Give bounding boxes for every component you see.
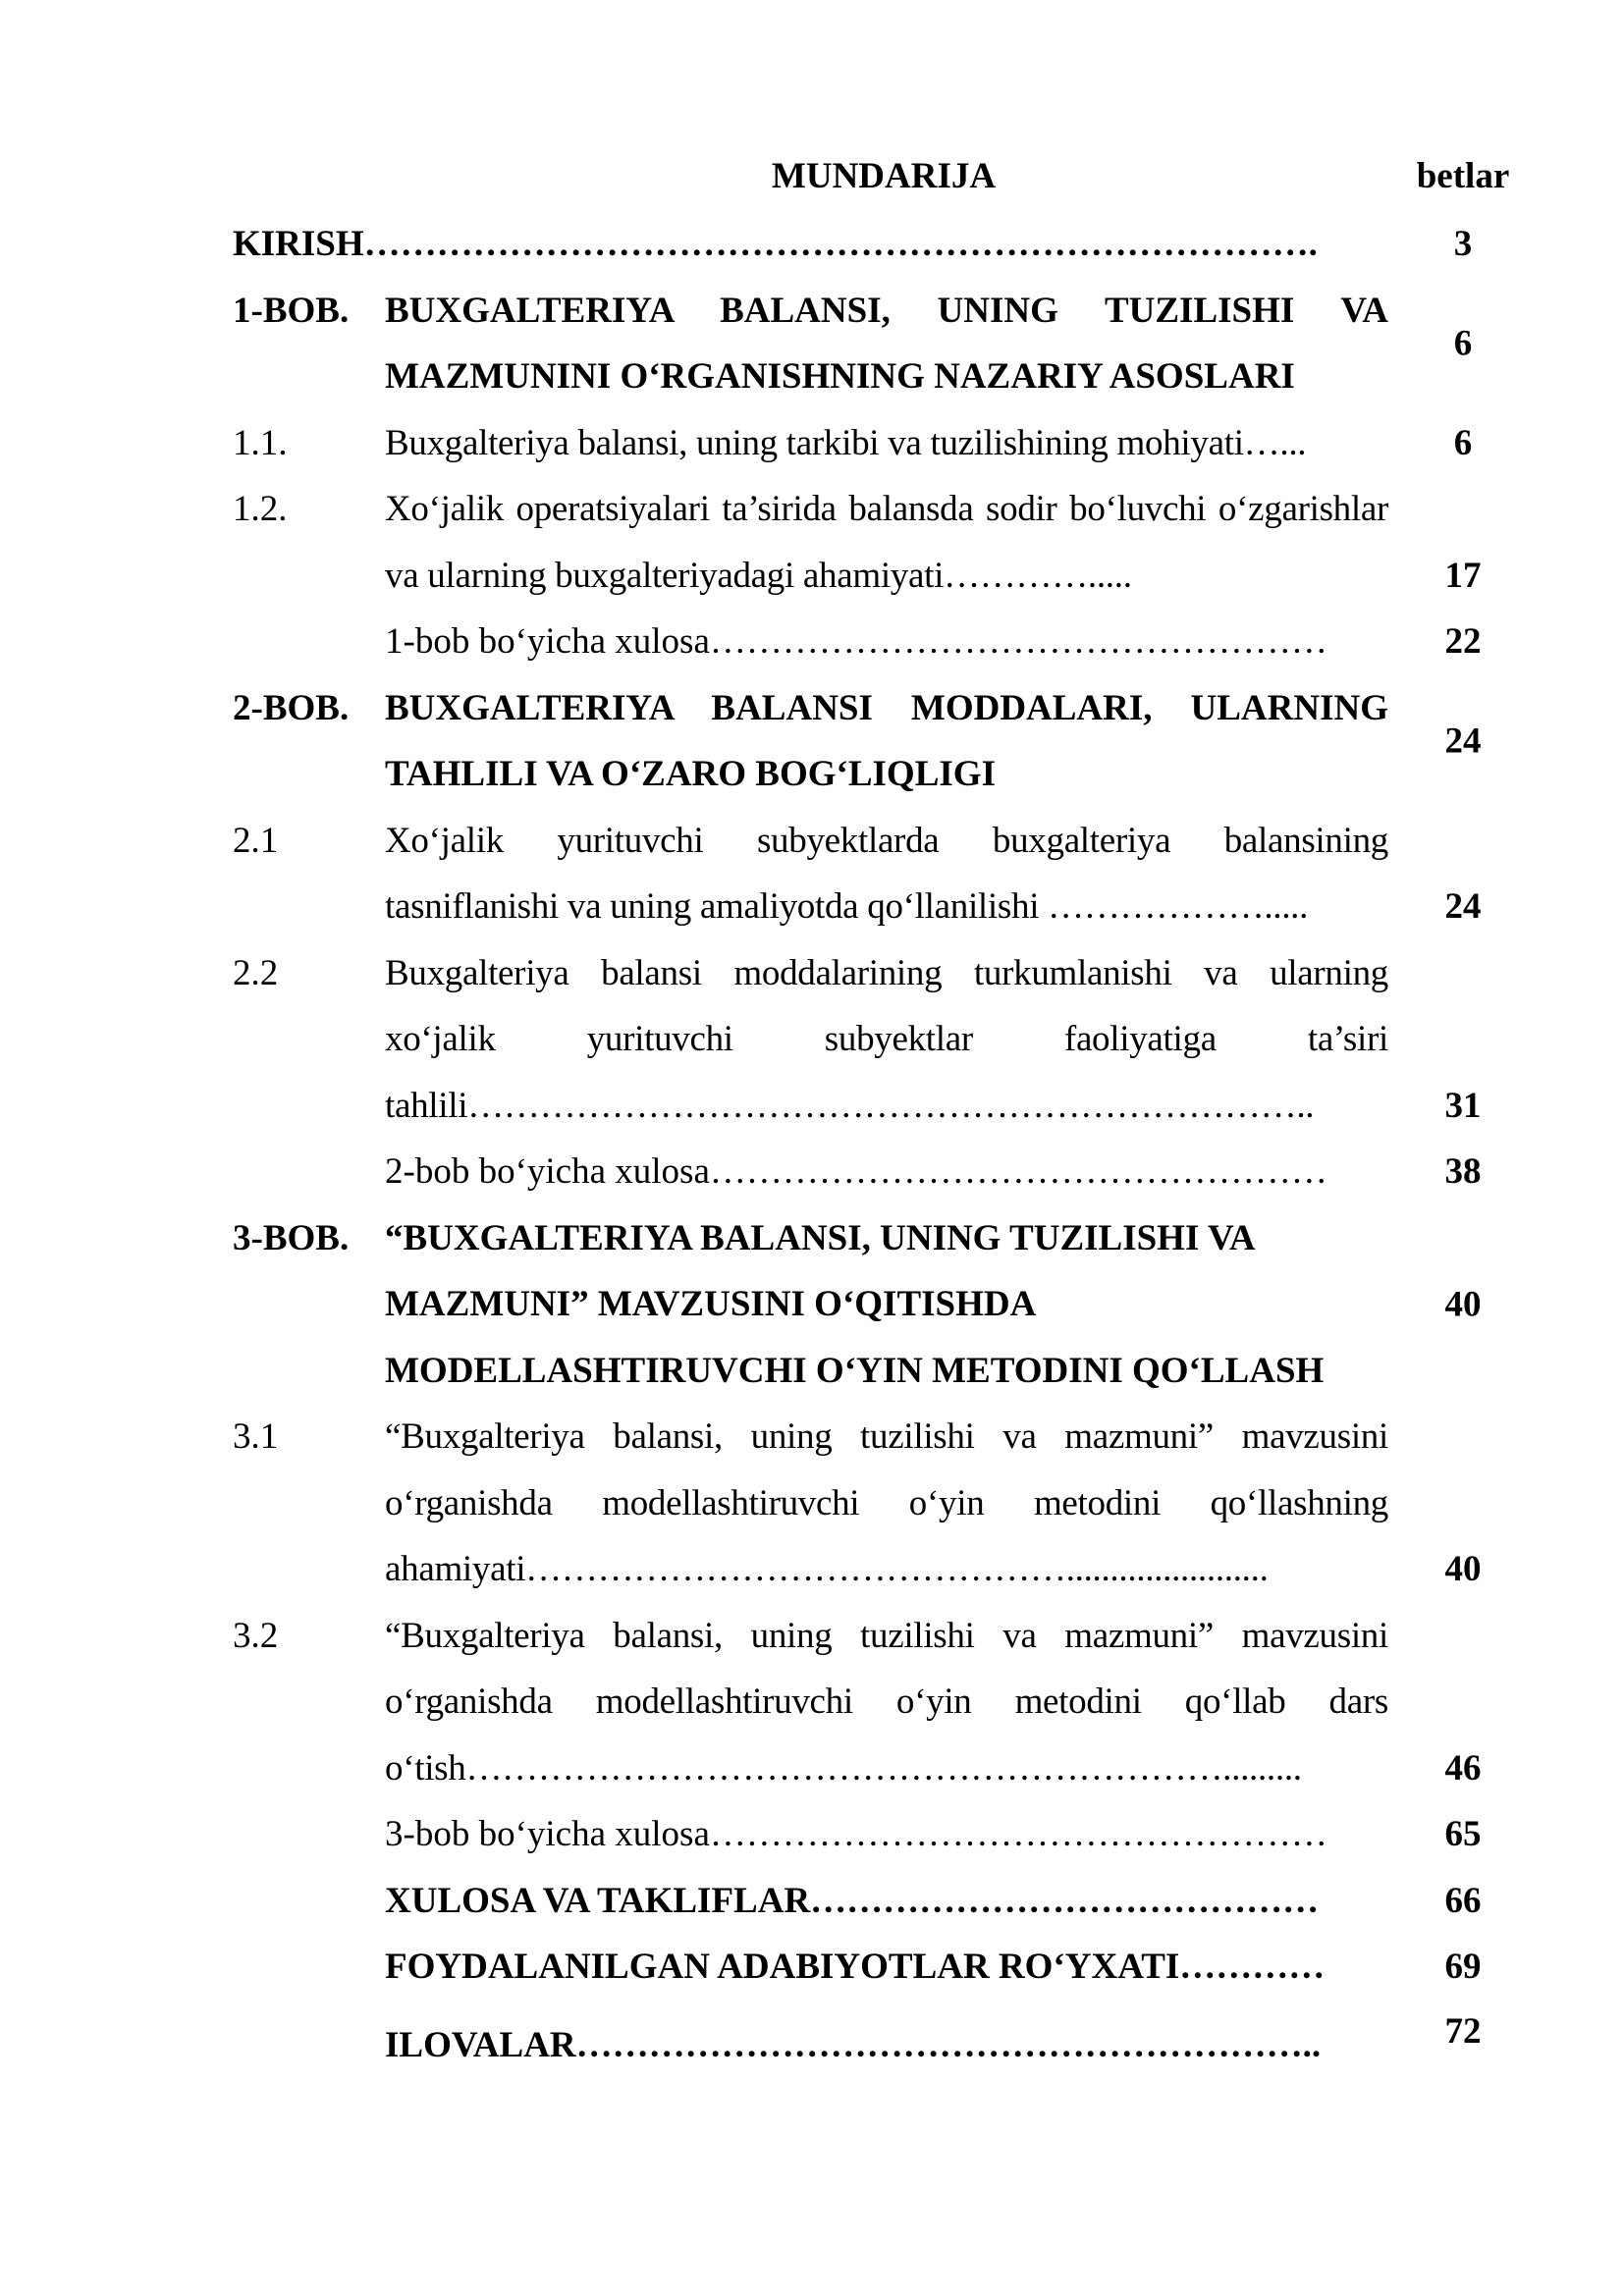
toc-entry-text: “Buxgalteriya balansi, uning tuzilishi va mazmuni” mavzusini o‘rganishda modellashtiruvchi o‘yin metodini qo‘llab dars o‘tish……………………………………………………….........	[385, 1615, 1388, 1789]
toc-page-number: 24	[1444, 886, 1482, 927]
toc-entry-text: Xo‘jalik yurituvchi subyektlarda buxgalteriya balansining tasniflanishi va uning amaliyotda qo‘llanilishi ……………….....	[385, 820, 1388, 927]
toc-page-number: 69	[1444, 1947, 1482, 1987]
toc-entry-section-1-2	[0, 476, 1624, 609]
toc-title: MUNDARIJA	[771, 156, 997, 196]
toc-page-number: 6	[1453, 323, 1473, 364]
toc-entry-section-3-2	[0, 1603, 1624, 1802]
toc-entry-conclusions	[0, 1868, 1624, 1935]
toc-page-number: 65	[1444, 1814, 1482, 1854]
toc-entry-text: BUXGALTERIYA BALANSI, UNING TUZILISHI VA MAZMUNINI O‘RGANISHNING NAZARIY ASOSLARI	[385, 290, 1388, 397]
toc-entry-label: 3.1	[233, 1416, 279, 1457]
pages-column-header: betlar	[1416, 156, 1510, 196]
toc-entry-text: KIRISH…………………………………………………………………….	[233, 224, 1318, 264]
toc-page-number: 38	[1444, 1151, 1482, 1192]
toc-entry-chapter-2-conclusion	[0, 1139, 1624, 1205]
toc-page-number: 66	[1444, 1880, 1482, 1921]
toc-entry-label: 3-BOB.	[233, 1217, 350, 1258]
toc-entry-references	[0, 1934, 1624, 2001]
toc-page-number: 31	[1444, 1085, 1482, 1126]
toc-entry-text: 2-bob bo‘yicha xulosa……………………………………………	[385, 1151, 1327, 1192]
toc-entry-chapter-1-conclusion	[0, 609, 1624, 675]
toc-entry-label: 2.1	[233, 820, 279, 861]
toc-entry-label: 1.1.	[233, 422, 288, 463]
toc-entry-text: “Buxgalteriya balansi, uning tuzilishi va mazmuni” mavzusini o‘rganishda modellashtiruvchi o‘yin metodini qo‘llashning ahamiyati……………………………………….......................	[385, 1416, 1388, 1589]
toc-page-number: 72	[1444, 2010, 1482, 2052]
toc-page-number: 22	[1444, 621, 1482, 662]
toc-entry-chapter-3	[0, 1205, 1624, 1405]
toc-page-number: 17	[1444, 555, 1482, 596]
toc-entry-chapter-3-conclusion	[0, 1801, 1624, 1868]
toc-entry-section-3-1	[0, 1404, 1624, 1603]
toc-entry-label: 2.2	[233, 952, 279, 993]
toc-entry-section-2-2	[0, 940, 1624, 1140]
toc-entry-text: 1-bob bo‘yicha xulosa……………………………………………	[385, 621, 1327, 662]
toc-entry-text: Buxgalteriya balansi, uning tarkibi va tuzilishining mohiyati…...	[385, 422, 1307, 463]
toc-entry-text: Xo‘jalik operatsiyalari ta’sirida balansda sodir bo‘luvchi o‘zgarishlar va ularning buxgalteriyadagi ahamiyati………….....	[385, 489, 1388, 596]
toc-entry-text: ILOVALAR……………………………………………………..	[385, 2024, 1322, 2065]
toc-page-number: 3	[1453, 224, 1473, 264]
toc-entry-text: XULOSA VA TAKLIFLAR……………………………………	[385, 1880, 1320, 1921]
toc-page-number: 6	[1453, 422, 1473, 463]
table-of-contents	[0, 211, 1624, 2078]
toc-entry-text: Buxgalteriya balansi moddalarining turkumlanishi va ularning xo‘jalik yurituvchi subyektlar faoliyatiga ta’siri tahlili……………………………………………………………..	[385, 952, 1388, 1126]
toc-page-number: 40	[1444, 1284, 1482, 1324]
toc-entry-section-2-1	[0, 808, 1624, 940]
toc-page-number: 46	[1444, 1747, 1482, 1789]
toc-entry-text: FOYDALANILGAN ADABIYOTLAR RO‘YXATI…………	[385, 1947, 1326, 1987]
toc-entry-text: 3-bob bo‘yicha xulosa……………………………………………	[385, 1814, 1327, 1854]
toc-page-number: 40	[1444, 1549, 1482, 1589]
toc-entry-introduction	[0, 211, 1624, 278]
toc-entry-text: “BUXGALTERIYA BALANSI, UNING TUZILISHI VA MAZMUNI” MAVZUSINI O‘QITISHDA MODELLASHTIRUVCHI O‘YIN METODINI QO‘LLASH	[385, 1217, 1325, 1391]
toc-entry-label: 1-BOB.	[233, 290, 350, 331]
toc-entry-section-1-1	[0, 410, 1624, 477]
toc-entry-chapter-2	[0, 675, 1624, 808]
toc-page-number: 24	[1444, 721, 1482, 762]
toc-entry-label: 2-BOB.	[233, 687, 350, 728]
toc-entry-chapter-1	[0, 278, 1624, 410]
toc-entry-label: 3.2	[233, 1615, 279, 1656]
toc-entry-appendices	[0, 2012, 1624, 2079]
toc-entry-label: 1.2.	[233, 489, 288, 529]
toc-entry-text: BUXGALTERIYA BALANSI MODDALARI, ULARNING TAHLILI VA O‘ZARO BOG‘LIQLIGI	[385, 687, 1388, 794]
